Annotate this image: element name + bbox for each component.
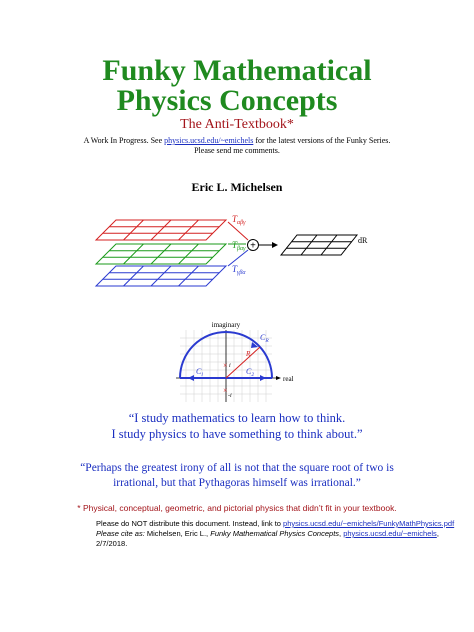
- quote-2-line-1: “Perhaps the greatest irony of all is not that the square root of two is: [80, 462, 394, 474]
- c-2-label: $C_2$: [246, 367, 255, 378]
- quote-2: [0, 461, 474, 491]
- green-grid: [96, 244, 226, 264]
- footnote: * Physical, conceptual, geometric, and pictorial physics that didn’t fit in your textbook.: [77, 503, 397, 513]
- quote-1-line-2: I study physics to have something to think about.”: [111, 427, 363, 441]
- radius-label: R: [246, 350, 251, 358]
- title-line-2: Physics Concepts: [116, 84, 338, 117]
- note-line-2: Please send me comments.: [194, 146, 280, 155]
- c-r-label: $C_R$: [260, 333, 269, 344]
- pole-bottom-icon: ×: [223, 386, 228, 395]
- imaginary-label: imaginary: [211, 321, 241, 329]
- title-line-1: Funky Mathematical: [102, 54, 372, 87]
- t-bot-label: $T_{\gamma\beta\alpha}$: [232, 264, 246, 276]
- t-mid-label: $T_{\beta\alpha\gamma}$: [232, 240, 246, 252]
- radius-line: [226, 347, 260, 378]
- subtitle: The Anti-Textbook*: [180, 117, 294, 132]
- pole-top-icon: ×: [223, 361, 228, 370]
- c-l-label: $C_l$: [196, 367, 203, 378]
- plus-sign: +: [250, 240, 256, 252]
- note-text-after: for the latest versions of the Funky Series.: [253, 136, 391, 145]
- black-grid: [281, 235, 357, 255]
- real-label: real: [283, 375, 294, 383]
- pole-bottom-label: -i: [228, 393, 232, 399]
- cite-title: Funky Mathematical Physics Concepts: [210, 529, 340, 538]
- distribution-text: Please do NOT distribute this document. Instead, link to: [96, 519, 284, 528]
- quote-1-line-1: “I study mathematics to learn how to think.: [128, 411, 346, 425]
- dr-label: dR: [358, 236, 368, 245]
- tensor-grid-figure: [90, 208, 380, 298]
- right-arrow-icon: [260, 375, 266, 381]
- cite-date: , 2/7/2018.: [96, 529, 439, 548]
- note-text-before: A Work In Progress. See: [83, 136, 165, 145]
- pdf-link[interactable]: physics.ucsd.edu/~emichels/FunkyMathPhysics.pdf: [283, 519, 455, 528]
- quote-1: [0, 410, 474, 442]
- red-grid: [96, 220, 226, 240]
- quote-2-line-2: irrational, but that Pythagoras himself was irrational.”: [113, 477, 361, 489]
- blue-grid: [96, 266, 226, 286]
- cite-author: Michelsen, Eric L.,: [144, 529, 211, 538]
- work-in-progress-note: [0, 136, 474, 156]
- arrow-head-icon: [272, 242, 278, 248]
- pole-top-label: i: [229, 363, 231, 369]
- t-top-label: $T_{\alpha\beta\gamma}$: [232, 214, 246, 226]
- website-link[interactable]: physics.ucsd.edu/~emichels: [164, 136, 254, 145]
- cite-separator: ,: [339, 529, 344, 538]
- contour-figure: [172, 318, 302, 410]
- distribution-note: [96, 519, 456, 549]
- cite-link[interactable]: physics.ucsd.edu/~emichels: [343, 529, 437, 538]
- blue-arrow: [228, 250, 248, 266]
- cite-label: Please cite as:: [96, 529, 145, 538]
- author: Eric L. Michelsen: [191, 180, 283, 194]
- left-arrow-icon: [188, 375, 194, 381]
